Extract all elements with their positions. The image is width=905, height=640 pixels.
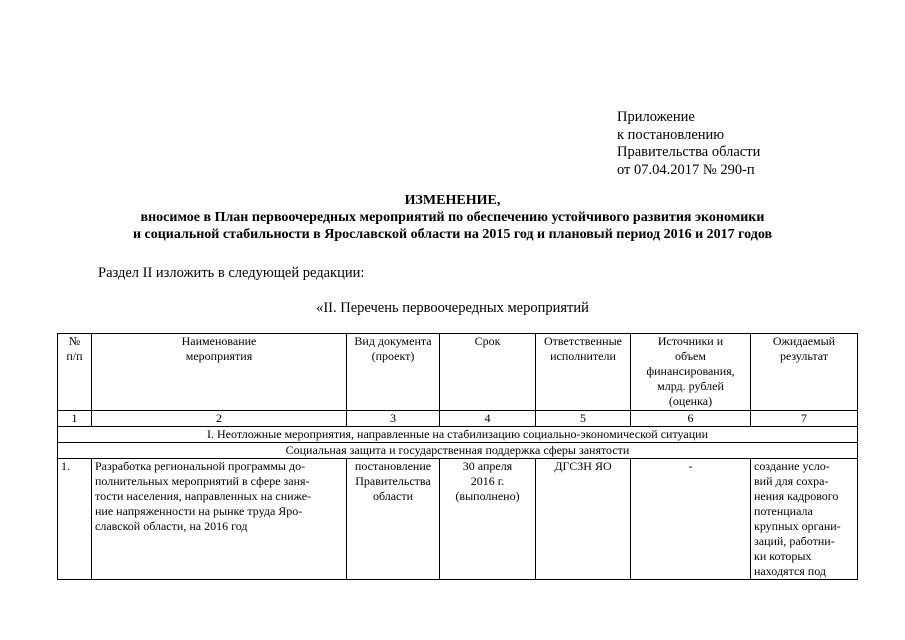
funding: - (631, 459, 751, 580)
header-line: Наименование (181, 334, 257, 348)
header-cell-document (347, 334, 440, 411)
document-line: постановление (354, 459, 432, 473)
result-line: вий для сохра- (754, 474, 829, 488)
column-number: 3 (347, 411, 440, 427)
header-line: исполнители (550, 349, 616, 363)
header-line: млрд. рублей (657, 379, 724, 393)
measure-name (92, 459, 347, 580)
header-line: объем (675, 349, 706, 363)
deadline-line: (выполнено) (455, 489, 520, 503)
header-line: Ответственные (544, 334, 622, 348)
header-line: (проект) (371, 349, 415, 363)
heading-line: и социальной стабильности в Ярославской области на 2015 год и плановый период 2016 и 2017 годов (132, 227, 773, 242)
header-cell-term (440, 334, 536, 411)
header-line: (оценка) (668, 394, 713, 408)
header-row (58, 334, 858, 411)
measure-line: полнительных мероприятий в сфере заня- (95, 474, 310, 488)
result-line: ки которых (754, 549, 812, 563)
column-number: 4 (440, 411, 536, 427)
document-type (347, 459, 440, 580)
column-number: 2 (92, 411, 347, 427)
appendix-block (617, 109, 760, 179)
heading-title: ИЗМЕНЕНИЕ, (404, 193, 501, 208)
header-cell-name (92, 334, 347, 411)
deadline-line: 2016 г. (470, 474, 505, 488)
header-line: п/п (66, 349, 83, 363)
header-line: Ожидаемый (772, 334, 836, 348)
measure-line: тости населения, направленных на сниже- (95, 489, 312, 503)
header-cell-executors (536, 334, 631, 411)
document-line: Правительства (355, 474, 431, 488)
subgroup-heading: Социальная защита и государственная поддержка сферы занятости (58, 443, 858, 459)
result-line: создание усло- (754, 459, 830, 473)
subgroup-row (58, 443, 858, 459)
deadline (440, 459, 536, 580)
header-cell-number (58, 334, 92, 411)
table-row (58, 459, 858, 580)
header-line: финансирования, (646, 364, 735, 378)
group-row (58, 427, 858, 443)
measure-line: ние напряженности на рынке труда Яро- (95, 504, 303, 518)
header-line: Вид документа (354, 334, 432, 348)
result-line: нения кадрового (754, 489, 839, 503)
column-number: 1 (58, 411, 92, 427)
header-line: Срок (474, 334, 501, 348)
header-cell-funding (631, 334, 751, 411)
measures-table (57, 333, 858, 580)
measure-line: славской области, на 2016 год (95, 519, 248, 533)
row-number: 1. (58, 459, 92, 580)
header-line: № (68, 334, 81, 348)
appendix-line: Приложение (617, 109, 695, 125)
header-line: мероприятия (185, 349, 253, 363)
result-line: находятся под (754, 564, 826, 578)
section-title: «II. Перечень первоочередных мероприятий (316, 300, 589, 316)
column-number: 6 (631, 411, 751, 427)
header-line: результат (779, 349, 829, 363)
document-line: области (372, 489, 414, 503)
appendix-line: Правительства области (617, 144, 761, 160)
appendix-line: к постановлению (617, 126, 725, 143)
deadline-line: 30 апреля (462, 459, 513, 473)
group-heading: I. Неотложные мероприятия, направленные на стабилизацию социально-экономической ситуации (58, 427, 858, 443)
expected-result (751, 459, 858, 580)
heading-line: вносимое в План первоочередных мероприятий по обеспечению устойчивого развития экономики (140, 210, 765, 225)
appendix-line: от 07.04.2017 № 290-п (617, 161, 755, 178)
instruction-text: Раздел II изложить в следующей редакции: (98, 265, 365, 281)
result-line: крупных органи- (754, 519, 841, 533)
result-line: потенциала (754, 504, 813, 518)
header-line: Источники и (657, 334, 724, 348)
measure-line: Разработка региональной программы до- (95, 459, 306, 473)
result-line: заций, работни- (754, 534, 835, 548)
column-number-row (58, 411, 858, 427)
column-number: 5 (536, 411, 631, 427)
column-number: 7 (751, 411, 858, 427)
document-heading (60, 192, 845, 243)
header-cell-result (751, 334, 858, 411)
executors: ДГСЗН ЯО (536, 459, 631, 580)
